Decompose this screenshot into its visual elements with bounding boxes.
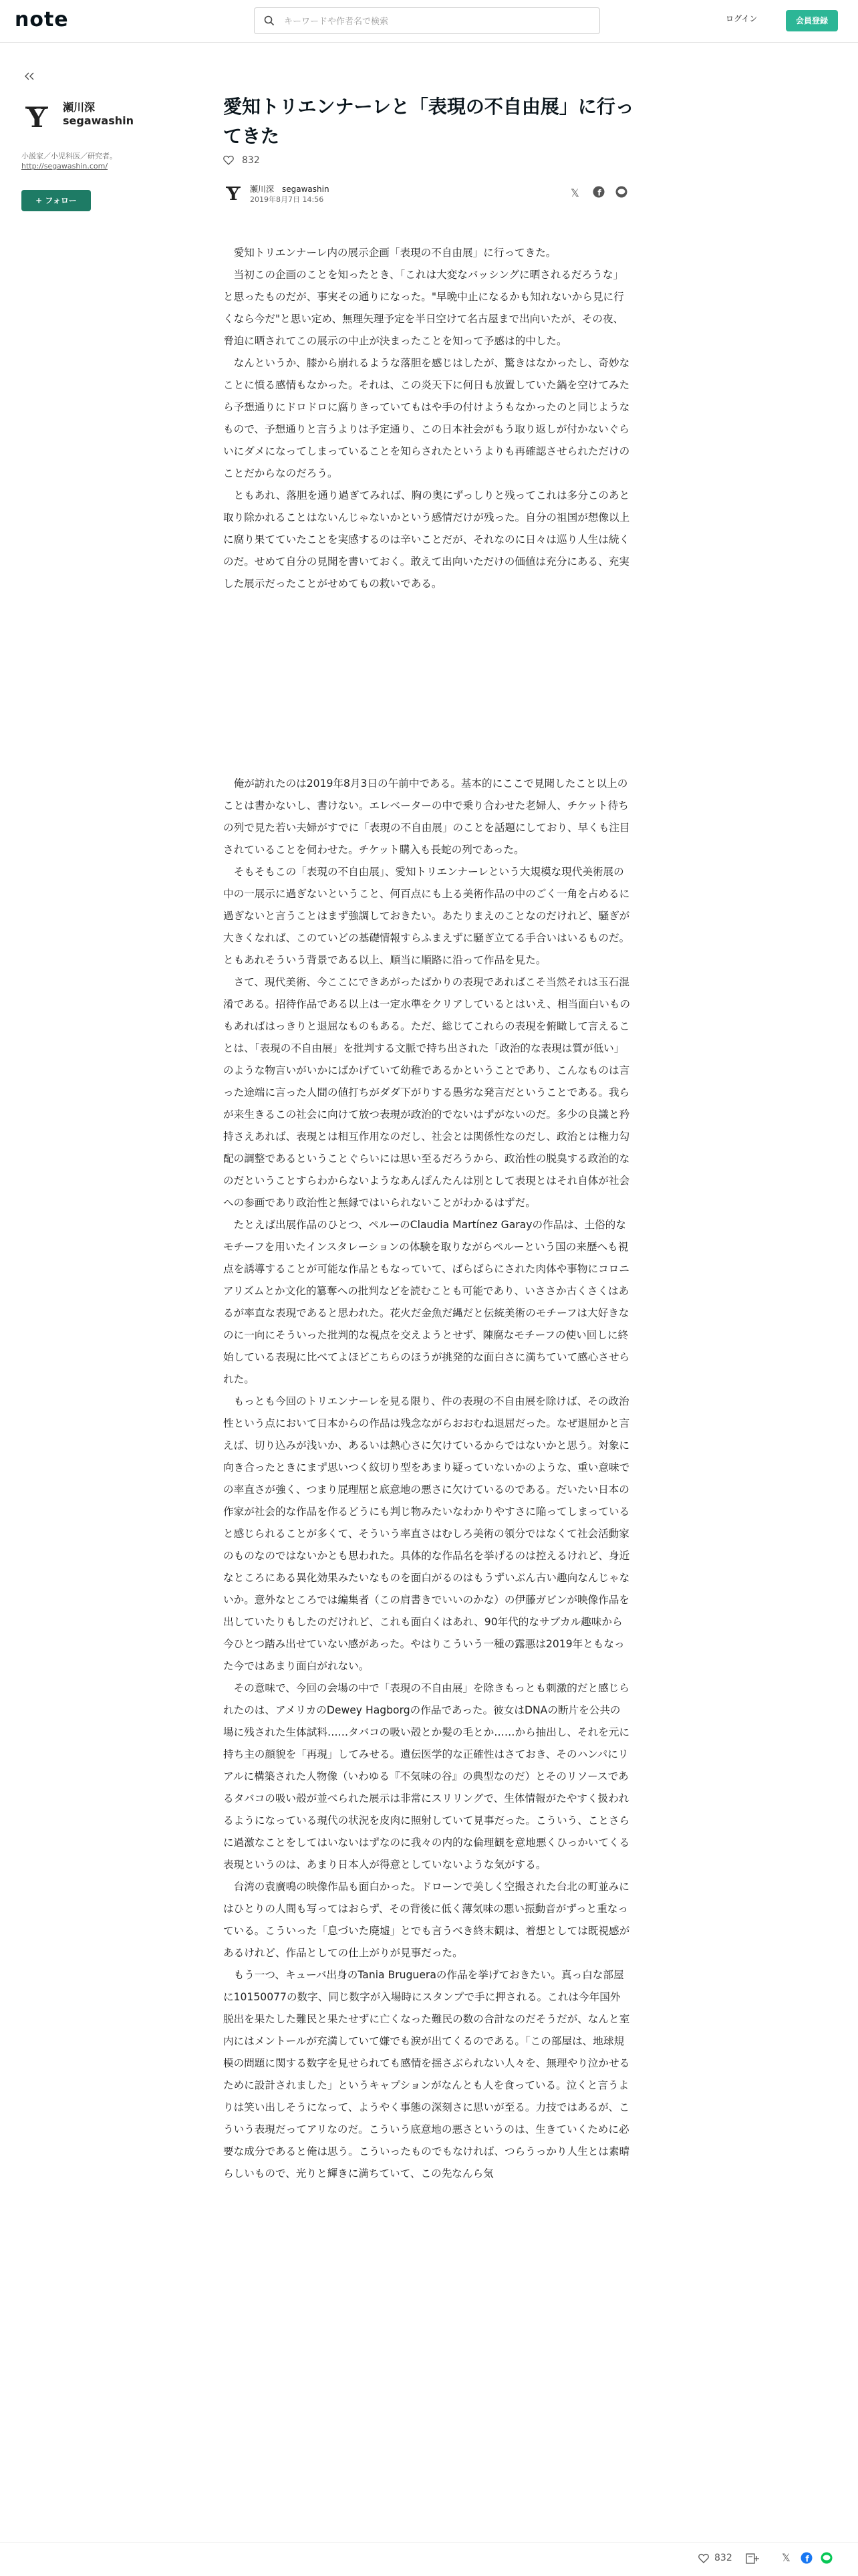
login-link[interactable]: ログイン: [726, 14, 758, 23]
paragraph: 台湾の袁廣鳴の映像作品も面白かった。ドローンで美しく空撮された台北の町並みにはひとりの人間も写ってはおらず、その背後に低く薄気味の悪い振動音がずっと重なっている。こういった「息づいた廃墟」とでも言うべき終末観は、着想としては既視感があるけれど、作品としての仕上がりが見事だった。: [223, 1881, 630, 1959]
section-spacer: [223, 595, 631, 773]
like-counter[interactable]: [223, 155, 260, 166]
like-count: 832: [242, 155, 260, 166]
search-icon: [264, 15, 275, 26]
svg-text:Y: Y: [27, 102, 47, 132]
author-name-en[interactable]: segawashin: [63, 114, 134, 127]
follow-button[interactable]: [21, 190, 91, 211]
publish-date: 2019年8月7日 14:56: [250, 195, 324, 204]
bottom-like-count: 832: [714, 2553, 732, 2563]
paragraph: 当初この企画のことを知ったとき、「これは大変なバッシングに晒されるだろうな」と思ったものだが、事実その通りになった。"早晩中止になるかも知れないから見に行くなら今だ"と思い定め、無理矢理予定を半日空けて名古屋まで出向いたが、その夜、脅迫に晒されてこの展示の中止が決まったことを知って予感は的中した。: [223, 269, 624, 347]
bottom-like-button[interactable]: [698, 2553, 732, 2563]
heart-icon[interactable]: [223, 155, 234, 165]
sidebar-author-name[interactable]: [63, 101, 134, 128]
author-website-link[interactable]: http://segawashin.com/: [21, 162, 108, 170]
paragraph: たとえば出展作品のひとつ、ペルーのClaudia Martínez Garayの作品は、土俗的なモチーフを用いたインスタレーションの体験を取りながらペルーという国の来歴へも視点を誘導することが可能な作品ともなっていて、ばらばらにされた肉体や事物にコロニアリズムとか文化的簒奪への批判などを読むことも可能であり、いささか古くさくはあるが率直な表現であると思われた。花火だ金魚だ縄だと伝統美術のモチーフは大好きなのに一向にそういった批判的な視点を交えようとせず、陳腐なモチーフの使い回しに終始している表現に比べてよほどこちらのほうが挑発的な面白さに満ちていて感心させられた。: [223, 1219, 630, 1385]
article-title: 愛知トリエンナーレと「表現の不自由展」に行ってきた: [223, 96, 634, 147]
svg-text:f: f: [805, 2554, 809, 2564]
x-logo-icon[interactable]: 𝕏: [571, 187, 579, 199]
follow-label: フォロー: [45, 196, 77, 205]
paragraph: 愛知トリエンナーレ内の展示企画「表現の不自由展」に行ってきた。: [233, 247, 557, 259]
note-logo[interactable]: note: [15, 8, 69, 31]
svg-text:Y: Y: [227, 185, 240, 203]
author-row: [223, 182, 635, 206]
facebook-icon[interactable]: [593, 186, 605, 198]
article-body: [223, 242, 631, 2185]
double-chevron-left-icon[interactable]: [24, 72, 35, 80]
magazine-add-icon[interactable]: [746, 2553, 759, 2565]
author-name[interactable]: 瀬川深 segawashin: [250, 185, 329, 194]
signup-button[interactable]: 会員登録: [786, 10, 838, 31]
svg-text:f: f: [597, 188, 601, 198]
heart-icon: [698, 2553, 709, 2563]
paragraph: もう一つ、キューバ出身のTania Brugueraの作品を挙げておきたい。真っ白な部屋に10150077の数字、同じ数字が入場時にスタンプで手に押される。これは今年国外脱出を果たした難民と果たせずに亡くなった難民の数の合計なのだそうだが、なんと室内にはメントールが充満していて嫌でも涙が出てくるのである。「この部屋は、地球規模の問題に関する数字を見せられても感情を揺さぶられない人々を、無理やり泣かせるために設計されました」というキャプションがなんとも人を食っている。泣くと言うよりは笑い出しそうになって、ようやく事態の深刻さに思いが至る。力技ではあるが、こういう表現だってアリなのだ。こういう底意地の悪さというのは、生きていくために必要な成分であると俺は思う。こういったものでもなければ、つらうっかり人生とは素晴らしいもので、光りと輝きに満ちていて、この先なんら気: [223, 1969, 630, 2180]
paragraph: さて、現代美術、今ここにできあがったばかりの表現であればこそ当然それは玉石混淆である。招待作品である以上は一定水準をクリアしているとはいえ、相当面白いものもあればはっきりと退屈なものもある。ただ、総じてこれらの表現を俯瞰して言えることは、「表現の不自由展」を批判する文脈で持ち出された「政治的な表現は質が低い」のような物言いがいかにばかげていて幼稚であるかということであり、こんなものは言った途端に言った人間の値打ちがダダ下がりする愚劣な発言だということである。我らが来生きるこの社会に向けて放つ表現が政治的でないはずがないのだ。多少の良識と矜持さえあれば、表現とは相互作用なのだし、社会とは関係性なのだし、政治とは権力勾配の調整であるということぐらいには思い至るだろうから、政治性の脱臭する政治的なのだということすらわからないようなあんぽんたんは別として表現とはそれ自体が社会への参画であり政治性と無縁ではいられないことがわかるはずだ。: [223, 976, 631, 1209]
paragraph: なんというか、膝から崩れるような落胆を感じはしたが、驚きはなかったし、奇妙なことに憤る感情もなかった。それは、この炎天下に何日も放置していた鍋を空けてみたら予想通りにドロドロに腐りきっていてもはや手の付けようもなかったのと同じようなもので、予想通りと言うよりは予定通り、この日本社会がもう取り返しが付かないぐらいにダメになってしまっていることを知らされたというよりも再確認させられただけのことだからなのだろう。: [223, 357, 630, 479]
paragraph: その意味で、今回の会場の中で「表現の不自由展」を除きもっとも刺激的だと感じられたのは、アメリカのDewey Hagborgの作品であった。彼女はDNAの断片を公共の場に残された生体試料……タバコの吸い殻とか髪の毛とか……から抽出し、それを元に持ち主の顔貌を「再現」してみせる。遺伝医学的な正確性はさておき、そのハンパにリアルに構築された人物像（いわゆる『不気味の谷』の典型なのだ）とそのリソースであるタバコの吸い殻が並べられた展示は非常にスリリングで、生体情報がたやすく扱われるようになっている現代の状況を皮肉に照射していて見事だった。こういう、ことさらに過激なことをしてはいないはずなのに我々の内的な倫理観を意地悪くひっかいてくる表現というのは、あまり日本人が得意としていないような気がする。: [223, 1682, 630, 1871]
search-input[interactable]: [283, 13, 593, 29]
paragraph: もっとも今回のトリエンナーレを見る限り、件の表現の不自由展を除けば、その政治性という点において日本からの作品は残念ながらおおむね退屈だった。なぜ退屈かと言えば、切り込みが浅いか、あるいは熱心さに欠けているからではないかと思う。対象に向き合ったときにまず思いつく紋切り型をあまり疑っていないかのような、重い意味での率直さが強く、つまり屁理屈と底意地の悪さに欠けているのである。だいたい日本の作家が社会的な作品を作るどうにも判じ物みたいなわかりやすさに陥ってしまっていると感じられることが多くて、そういう率直さはむしろ美術の領分ではなくて社会活動家のものなのではないかとも思われた。具体的な作品名を挙げるのは控えるけれど、身近なところにある異化効果みたいなものを面白がるのはもうずいぶん古い趣向なんじゃないか。意外なところでは編集者（この肩書きでいいのかな）の伊藤ガビンが映像作品を出していたりもしたのだけれど、これも面白くはあれ、90年代的なサブカル趣味から今ひとつ踏み出せていない感があった。やはりこういう一種の露悪は2019年ともなった今ではあまり面白がれない。: [223, 1395, 630, 1672]
line-icon[interactable]: [821, 2552, 833, 2564]
line-icon[interactable]: [615, 186, 627, 198]
paragraph: ともあれ、落胆を通り過ぎてみれば、胸の奥にずっしりと残ってこれは多分このあと取り除かれることはないんじゃないかという感情だけが残った。自分の祖国が想像以上に腐り果てていたことを実感するのは辛いことだが、それなのに日々は巡り人生は続くのだ。せめて自分の見聞を書いておく。敢えて出向いただけの価値は充分にある、充実した展示だったことがせめてもの救いである。: [223, 489, 630, 590]
facebook-icon[interactable]: [801, 2552, 813, 2564]
bottom-action-bar: [0, 2542, 858, 2576]
x-logo-icon[interactable]: 𝕏: [782, 2551, 791, 2564]
author-small-avatar[interactable]: [223, 183, 243, 203]
site-header: [0, 0, 858, 43]
search-box[interactable]: [254, 7, 600, 34]
author-name-jp[interactable]: 瀬川深: [63, 101, 96, 114]
paragraph: そもそもこの「表現の不自由展」、愛知トリエンナーレという大規模な現代美術展の中の一展示に過ぎないということ、何百点にも上る美術作品の中のごく一角を占めるに過ぎないと言うことはまず強調しておきたい。あたりまえのことなのだけれど、騒ぎが大きくなれば、このていどの基礎情報すらふまえずに騒ぎ立てる手合いはいるものだ。ともあれそういう背景である以上、順当に順路に沿って作品を見た。: [223, 866, 630, 966]
author-avatar[interactable]: [21, 102, 52, 132]
add-user-icon: +: [35, 196, 43, 205]
paragraph: 俺が訪れたのは2019年8月3日の午前中である。基本的にここで見聞したこと以上のことは書かないし、書けない。エレベーターの中で乗り合わせた老婦人、チケット待ちの列で見た若い夫婦がすでに「表現の不自由展」のことを話題にしており、早くも注目されていることを伺わせた。チケット購入も長蛇の列であった。: [223, 778, 630, 856]
author-bio: 小説家／小児科医／研究者。: [21, 152, 117, 160]
